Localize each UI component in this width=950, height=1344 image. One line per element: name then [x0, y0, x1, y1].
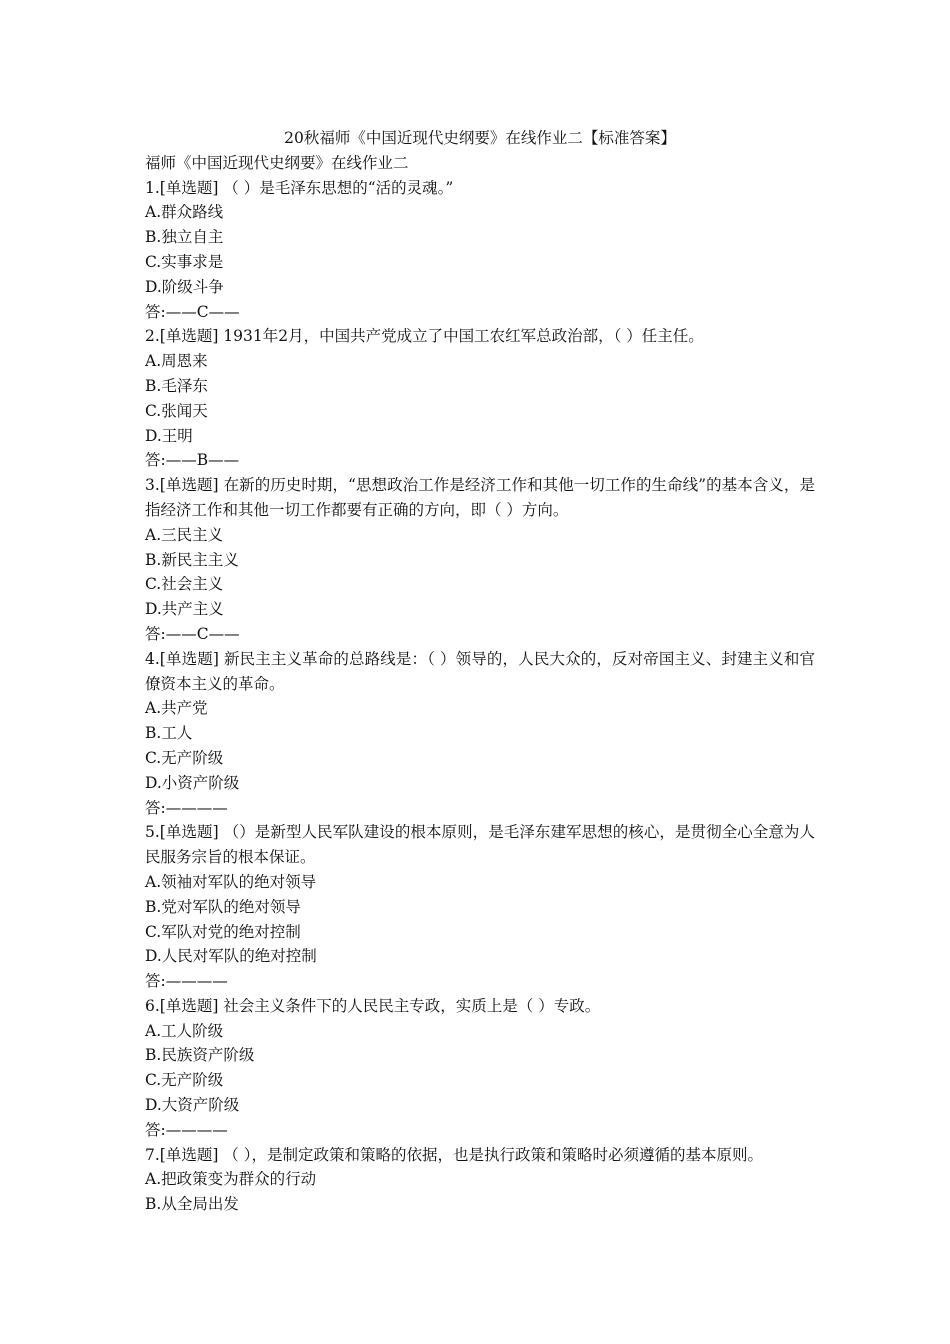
question-answer: 答:————: [145, 972, 228, 991]
question-block: [145, 176, 815, 325]
question-answer: 答:————: [145, 1120, 228, 1139]
document-page: [145, 126, 815, 1217]
question-stem: 3.[单选题] 在新的历史时期，“思想政治工作是经济工作和其他一切工作的生命线”的基本含义，是指经济工作和其他一切工作都要有正确的方向，即（ ）方向。: [145, 476, 815, 519]
question-option: B.民族资产阶级: [145, 1046, 255, 1065]
question-option: C.社会主义: [145, 575, 224, 594]
question-option: A.群众路线: [145, 203, 224, 222]
question-option: B.工人: [145, 724, 193, 743]
question-option: A.工人阶级: [145, 1021, 224, 1040]
question-option: C.军队对党的绝对控制: [145, 922, 301, 941]
question-option: D.人民对军队的绝对控制: [145, 947, 317, 966]
question-block: [145, 1143, 815, 1217]
question-option: C.实事求是: [145, 252, 224, 271]
question-answer: 答:————: [145, 798, 228, 817]
question-block: [145, 324, 815, 473]
document-subtitle: 福师《中国近现代史纲要》在线作业二: [145, 153, 409, 172]
question-answer: 答:——C——: [145, 302, 240, 321]
question-option: A.把政策变为群众的行动: [145, 1170, 317, 1189]
question-option: C.无产阶级: [145, 1071, 224, 1090]
question-stem: 4.[单选题] 新民主主义革命的总路线是：（ ）领导的，人民大众的，反对帝国主义、封建主义和官僚资本主义的革命。: [145, 649, 815, 693]
question-option: C.无产阶级: [145, 748, 224, 767]
question-stem: 6.[单选题] 社会主义条件下的人民民主专政，实质上是（ ）专政。: [145, 996, 601, 1015]
question-option: D.大资产阶级: [145, 1096, 240, 1115]
question-answer: 答:——B——: [145, 451, 240, 470]
question-option: B.毛泽东: [145, 376, 208, 395]
question-block: [145, 473, 815, 647]
question-option: C.张闻天: [145, 401, 208, 420]
question-option: A.共产党: [145, 699, 208, 718]
question-option: B.党对军队的绝对领导: [145, 897, 301, 916]
question-block: [145, 820, 815, 994]
question-option: B.新民主主义: [145, 550, 239, 569]
question-option: A.周恩来: [145, 352, 208, 371]
question-list: [145, 176, 815, 1217]
document-title: 20秋福师《中国近现代史纲要》在线作业二【标准答案】: [284, 129, 676, 147]
question-option: B.独立自主: [145, 228, 224, 247]
question-answer: 答:——C——: [145, 624, 240, 643]
question-stem: 7.[单选题] （ ），是制定政策和策略的依据，也是执行政策和策略时必须遵循的基本原则。: [145, 1145, 763, 1164]
question-block: [145, 994, 815, 1143]
question-option: D.阶级斗争: [145, 277, 224, 296]
question-stem: 5.[单选题] （）是新型人民军队建设的根本原则，是毛泽东建军思想的核心，是贯彻全心全意为人民服务宗旨的根本保证。: [145, 823, 815, 867]
question-option: B.从全局出发: [145, 1195, 239, 1214]
question-block: [145, 647, 815, 821]
question-option: D.共产主义: [145, 600, 224, 619]
question-option: A.三民主义: [145, 525, 224, 544]
question-stem: 1.[单选题] （ ）是毛泽东思想的“活的灵魂。”: [145, 178, 454, 197]
question-option: D.小资产阶级: [145, 773, 240, 792]
question-option: A.领袖对军队的绝对领导: [145, 872, 317, 891]
question-stem: 2.[单选题] 1931年2月，中国共产党成立了中国工农红军总政治部，（ ）任主任。: [145, 327, 704, 346]
question-option: D.王明: [145, 426, 193, 445]
